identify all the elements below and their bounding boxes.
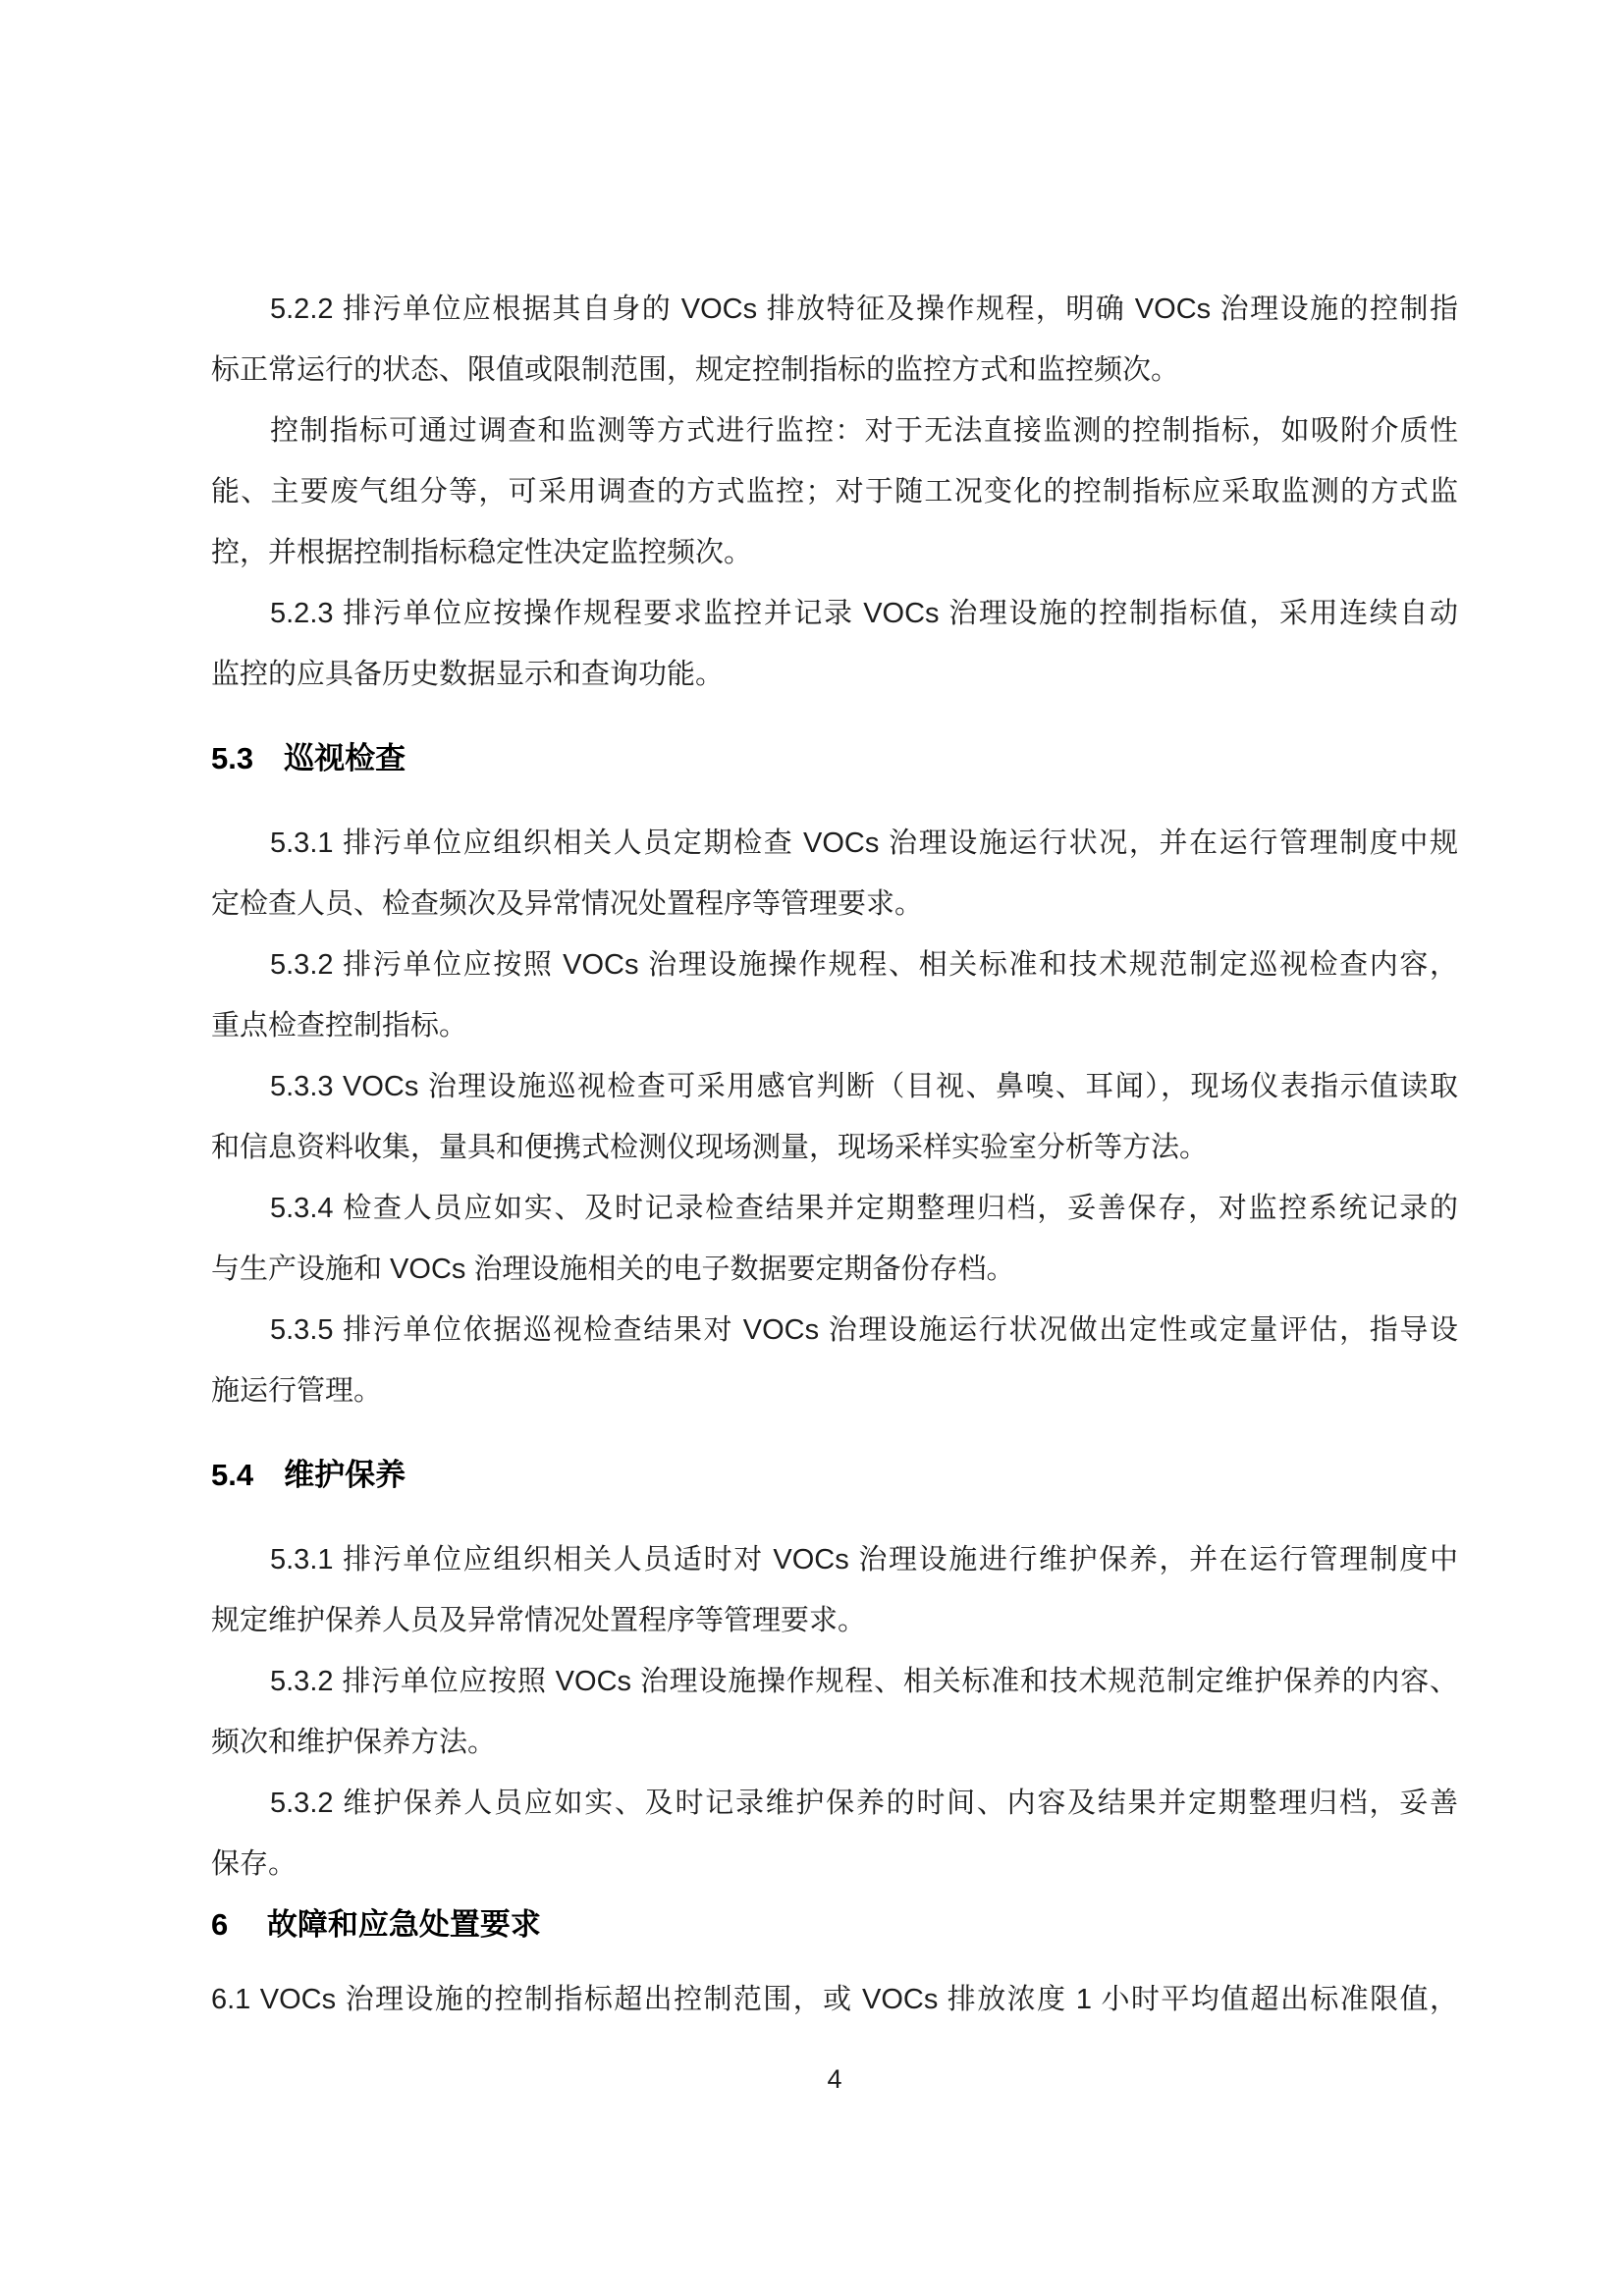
body-line: 规定维护保养人员及异常情况处置程序等管理要求。 bbox=[211, 1605, 867, 1636]
body-line: 5.3.2 排污单位应按照 VOCs 治理设施操作规程、相关标准和技术规范制定维护保养的内容、 bbox=[270, 1666, 1458, 1697]
body-line: 控制指标可通过调查和监测等方式进行监控：对于无法直接监测的控制指标，如吸附介质性 bbox=[270, 415, 1458, 447]
body-line: 5.3.2 维护保养人员应如实、及时记录维护保养的时间、内容及结果并定期整理归档，妥善 bbox=[270, 1788, 1458, 1819]
body-line: 5.2.2 排污单位应根据其自身的 VOCs 排放特征及操作规程，明确 VOCs 治理设施的控制指 bbox=[270, 294, 1458, 325]
section-heading: 5.3 巡视检查 bbox=[211, 741, 406, 775]
page-number: 4 bbox=[827, 2064, 842, 2094]
body-line: 与生产设施和 VOCs 治理设施相关的电子数据要定期备份存档。 bbox=[211, 1254, 1015, 1285]
body-line: 保存。 bbox=[211, 1848, 298, 1880]
body-line: 5.3.3 VOCs 治理设施巡视检查可采用感官判断（目视、鼻嗅、耳闻），现场仪表指示值读取 bbox=[270, 1071, 1458, 1102]
document-body bbox=[211, 279, 1458, 2030]
body-line: 5.3.1 排污单位应组织相关人员适时对 VOCs 治理设施进行维护保养，并在运行管理制度中 bbox=[270, 1544, 1458, 1575]
section-heading: 5.4 维护保养 bbox=[211, 1458, 406, 1492]
body-line: 5.2.3 排污单位应按操作规程要求监控并记录 VOCs 治理设施的控制指标值，采用连续自动 bbox=[270, 598, 1458, 629]
body-line: 5.3.2 排污单位应按照 VOCs 治理设施操作规程、相关标准和技术规范制定巡视检查内容， bbox=[270, 949, 1458, 981]
body-line: 标正常运行的状态、限值或限制范围，规定控制指标的监控方式和监控频次。 bbox=[211, 354, 1180, 386]
body-line: 能、主要废气组分等，可采用调查的方式监控；对于随工况变化的控制指标应采取监测的方式监 bbox=[211, 476, 1458, 507]
section-heading: 6 故障和应急处置要求 bbox=[211, 1907, 541, 1942]
body-line: 5.3.5 排污单位依据巡视检查结果对 VOCs 治理设施运行状况做出定性或定量评估，指导设 bbox=[270, 1314, 1458, 1346]
body-line: 6.1 VOCs 治理设施的控制指标超出控制范围，或 VOCs 排放浓度 1 小时平均值超出标准限值， bbox=[211, 1984, 1458, 2015]
body-line: 5.3.1 排污单位应组织相关人员定期检查 VOCs 治理设施运行状况，并在运行管理制度中规 bbox=[270, 828, 1458, 859]
body-line: 控，并根据控制指标稳定性决定监控频次。 bbox=[211, 537, 753, 568]
body-line: 重点检查控制指标。 bbox=[211, 1010, 468, 1041]
body-line: 5.3.4 检查人员应如实、及时记录检查结果并定期整理归档，妥善保存，对监控系统记录的 bbox=[270, 1193, 1458, 1224]
body-line: 频次和维护保养方法。 bbox=[211, 1727, 497, 1758]
body-line: 定检查人员、检查频次及异常情况处置程序等管理要求。 bbox=[211, 888, 924, 920]
body-line: 监控的应具备历史数据显示和查询功能。 bbox=[211, 659, 725, 690]
body-line: 施运行管理。 bbox=[211, 1375, 383, 1407]
body-line: 和信息资料收集，量具和便携式检测仪现场测量，现场采样实验室分析等方法。 bbox=[211, 1132, 1209, 1163]
